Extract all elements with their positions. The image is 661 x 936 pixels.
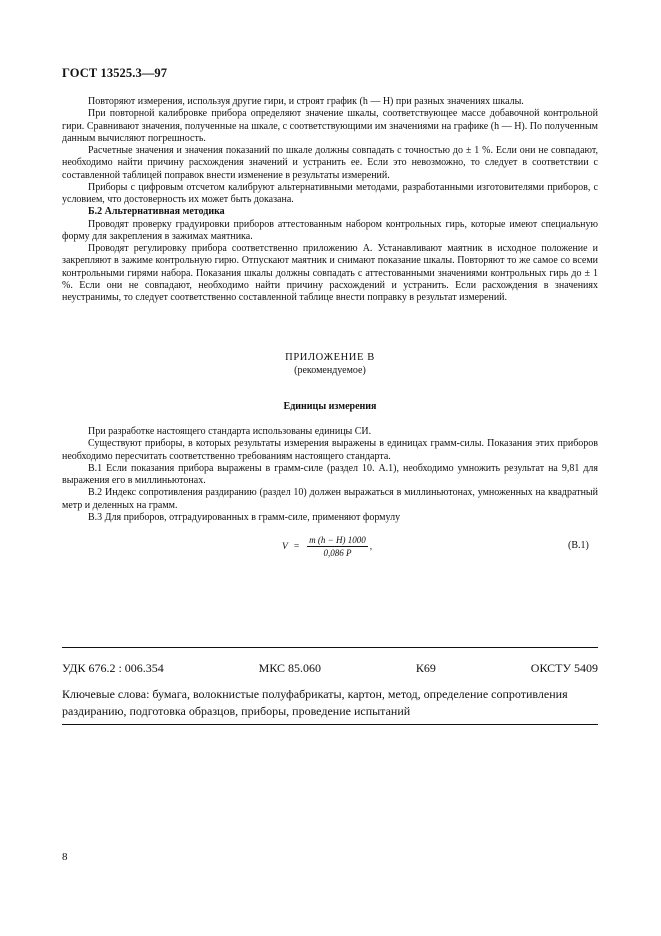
paragraph: В.1 Если показания прибора выражены в грамм-силе (раздел 10. А.1), необходимо умножить результат на 9,81 для выражения его в миллиньютонах. [62,462,598,486]
udk-code: УДК 676.2 : 006.354 [62,661,164,675]
subsection-heading: Б.2 Альтернативная методика [88,206,225,218]
footer-rule-bottom [62,724,598,725]
formula-numerator: m (h − H) 1000 [309,535,366,545]
paragraph: Проводят проверку градуировки приборов аттестованным набором контрольных гирь, которые имеют специальную форму для закрепления в зажимах маятника. [62,218,598,242]
footer-codes [62,661,598,676]
appendix-subtitle: (рекомендуемое) [294,365,366,376]
document-header-code: ГОСТ 13525.3—97 [62,66,168,80]
formula-lhs: V [282,541,288,552]
paragraph: Приборы с цифровым отсчетом калибруют альтернативными методами, разработанными изготовителями приборов, с условием, что достоверность их может быть доказана. [62,181,598,205]
paragraph: В.3 Для приборов, отградуированных в грамм-силе, применяют формулу [88,511,401,523]
formula-equals: = [293,541,300,552]
formula-tail: , [369,541,373,552]
paragraph: В.2 Индекс сопротивления раздиранию (раздел 10) должен выражаться в миллиньютонах, умноженных на квадратный метр и деленных на грамм. [62,487,598,511]
paragraph: Расчетные значения и значения показаний по шкале должны совпадать с точностью до ± 1 %. Если они не совпадают, необходимо найти причину расхождения значений и устранить ее. Если это невозможно, то следует в соответствии с составленной таблицей поправок внести изменение в результаты измерений. [62,145,598,181]
paragraph: Существуют приборы, в которых результаты измерения выражены в единицах грамм-силы. Показания этих приборов необходимо пересчитать соответственно требованиям настоящего стандарта. [62,438,598,462]
paragraph: При повторной калибровке прибора определяют значение шкалы, соответствующее массе добавочной контрольной гири. Сравнивают значения, полученные на шкале, с соответствующими им значениями на графике (h — H). По полученным данным вычисляют погрешность. [62,108,598,144]
paragraph: При разработке настоящего стандарта использованы единицы СИ. [88,426,372,437]
paragraph: Проводят регулировку прибора соответственно приложению А. Устанавливают маятник в исходное положение и закрепляют в зажиме контрольную гирю. Отпускают маятник и снимают показание шкалы. Повторяют то же самое со всеми контрольными гирями набора. Показания шкалы должны совпадать с аттестованными значениями контрольных гирь до ± 1 %. Если они не совпадают, необходимо найти причину расхождений и устранить. Если расхождения в значениях неустранимы, то следует соответственно составленной таблице внести поправку в результат измерений. [62,243,598,303]
body-bottom [62,426,598,524]
formula-number: (В.1) [568,540,589,551]
formula-fraction [307,535,368,558]
formula-denominator: 0,086 P [323,548,352,558]
body-top [62,96,598,304]
section-title: Единицы измерения [283,401,377,412]
appendix-title: ПРИЛОЖЕНИЕ В [285,352,375,363]
footer-rule-top [62,647,598,648]
k-code: К69 [415,661,436,675]
okstu-code: ОКСТУ 5409 [530,661,598,675]
page-number: 8 [62,851,68,863]
formula [282,535,372,558]
keywords: Ключевые слова: бумага, волокнистые полуфабрикаты, картон, метод, определение сопротивления раздиранию, подготовка образцов, приборы, проведение испытаний [62,687,568,718]
paragraph: Повторяют измерения, используя другие гири, и строят график (h — H) при разных значениях шкалы. [88,96,524,107]
mks-code: МКС 85.060 [258,661,322,675]
